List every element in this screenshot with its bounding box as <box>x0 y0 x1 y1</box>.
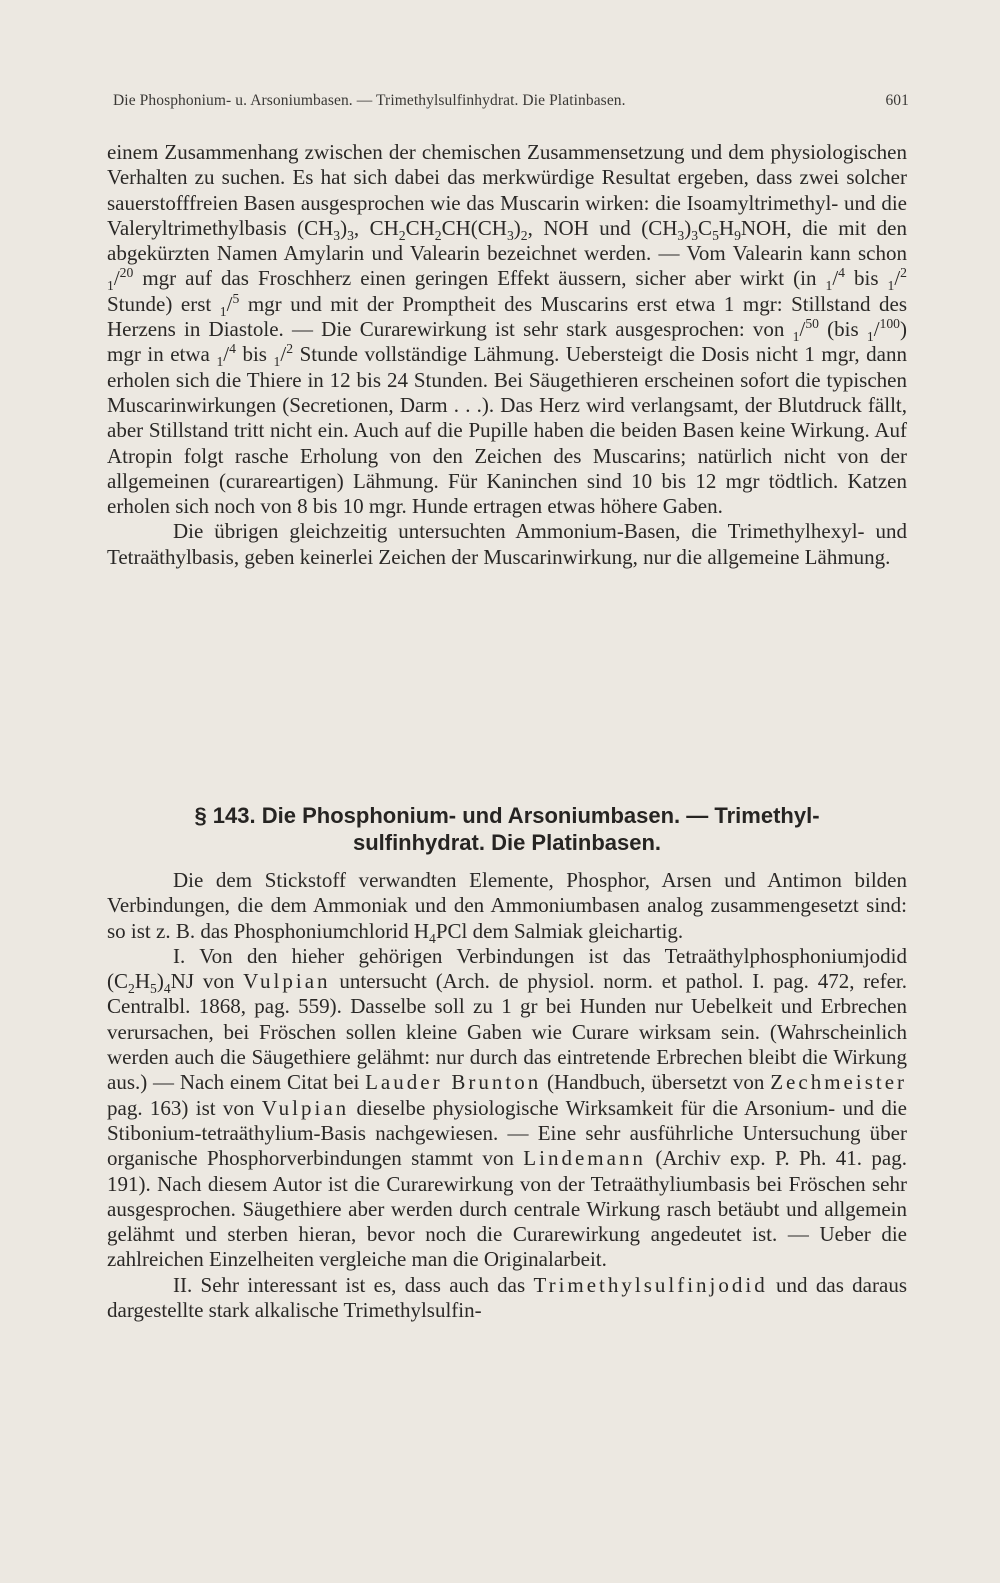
paragraph-3: Die dem Stickstoff verwandten Elemente, Phosphor, Arsen und Antimon bilden Verbindungen, die dem Ammoniak und den Ammoniumbasen analog zusammengesetzt sind: so ist z. B. das Phosphoniumchlorid $H_4PCl$ dem Salmiak gleichartig. <box>107 868 907 946</box>
section-heading <box>107 802 907 856</box>
compound-name: Trimethylsulfinjodid <box>533 1272 768 1297</box>
paragraph-2: Die übrigen gleichzeitig untersuchten Ammonium-Basen, die Trimethylhexyl- und Tetraäthylbasis, geben keinerlei Zeichen der Muscarinwirkung, nur die allgemeine Lähmung. <box>107 519 907 569</box>
paragraph-1: einem Zusammenhang zwischen der chemischen Zusammensetzung und dem physiologischen Verhalten zu suchen. Es hat sich dabei das merkwürdige Resultat ergeben, dass zwei solcher sauerstofffreien Basen ausgesprochen wie das Muscarin wirken: die Isoamyltrimethyl- und die Valeryltrimethylbasis $(CH_3)_3$, $CH_2CH_2CH(CH_3)_2$, NOH und $(CH_3)_3C_5H_9NOH$, die mit den abgekürzten Namen Amylarin und Valearin bezeichnet werden. — Vom Valearin kann schon $_1$/$^{20}$ mgr auf das Froschherz einen geringen Effekt äussern, sicher aber wirkt (in $_1$/$^4$ bis $_1$/$^2$ Stunde) erst $_1$/$^5$ mgr und mit der Promptheit des Muscarins erst etwa 1 mgr: Stillstand des Herzens in Diastole. — Die Curarewirkung ist sehr stark ausgesprochen: von $_1$/$^{50}$ (bis $_1$/$^{100}$) mgr in etwa $_1$/$^4$ bis $_1$/$^2$ Stunde vollständige Lähmung. Uebersteigt die Dosis nicht 1 mgr, dann erholen sich die Thiere in 12 bis 24 Stunden. Bei Säugethieren erscheinen sofort die typischen Muscarinwirkungen (Secretionen, Darm . . .). Das Herz wird verlangsamt, der Blutdruck fällt, aber Stillstand tritt nicht ein. Auch auf die Pupille haben die beiden Basen keine Wirkung. Auf Atropin folgt rasche Erholung von den Zeichen des Muscarins; natürlich nicht von der allgemeinen (curareartigen) Lähmung. Für Kaninchen sind 10 bis 12 mgr tödtlich. Katzen erholen sich noch von 8 bis 10 mgr. Hunde ertragen etwas höhere Gaben. <box>107 140 907 519</box>
text-block-bottom <box>107 868 907 1323</box>
author-name: Lindemann <box>523 1146 646 1171</box>
section-number: § 143. <box>194 803 256 828</box>
paragraph-5: II. Sehr interessant ist es, dass auch das Trimethylsulfinjodid und das daraus dargestellte stark alkalische Trimethylsulfin- <box>107 1272 907 1323</box>
author-name: Vulpian <box>261 1095 350 1120</box>
text-block-top <box>107 140 907 570</box>
author-name: Vulpian <box>243 969 331 994</box>
section-title-line-2: sulfinhydrat. Die Platinbasen. <box>352 830 662 855</box>
page-number: 601 <box>885 92 909 109</box>
running-head-title: Die Phosphonium- u. Arsoniumbasen. — Trimethylsulfinhydrat. Die Platinbasen. <box>113 92 626 109</box>
author-name: Lauder Brunton <box>365 1070 542 1095</box>
section-title-line-1: Die Phosphonium- und Arsoniumbasen. — Trimethyl- <box>261 803 820 828</box>
author-name: Zechmeister <box>770 1070 908 1095</box>
paragraph-4: I. Von den hieher gehörigen Verbindungen ist das Tetraäthylphosphoniumjodid $(C_2H_5)_4NJ$ von Vulpian untersucht (Arch. de physiol. norm. et pathol. I. pag. 472, refer. Centralbl. 1868, pag. 559). Dasselbe soll zu 1 gr bei Hunden nur Uebelkeit und Erbrechen verursachen, bei Fröschen sollen kleine Gaben wie Curare wirksam sein. (Wahrscheinlich werden auch die Säugethiere gelähmt: nur durch das eintretende Erbrechen bleibt die Wirkung aus.) — Nach einem Citat bei Lauder Brunton (Handbuch, übersetzt von Zechmeister pag. 163) ist von Vulpian dieselbe physiologische Wirksamkeit für die Arsonium- und die Stibonium-tetraäthylium-Basis nachgewiesen. — Eine sehr ausführliche Untersuchung über organische Phosphorverbindungen stammt von Lindemann (Archiv exp. P. Ph. 41. pag. 191). Nach diesem Autor ist die Curarewirkung von der Tetraäthyliumbasis bei Fröschen sehr ausgesprochen. Säugethiere aber werden durch centrale Wirkung rasch betäubt und allgemein gelähmt und sterben hieran, bevor noch die Curarewirkung angedeutet ist. — Ueber die zahlreichen Einzelheiten vergleiche man die Originalarbeit. <box>107 943 908 1272</box>
running-head <box>113 92 909 110</box>
